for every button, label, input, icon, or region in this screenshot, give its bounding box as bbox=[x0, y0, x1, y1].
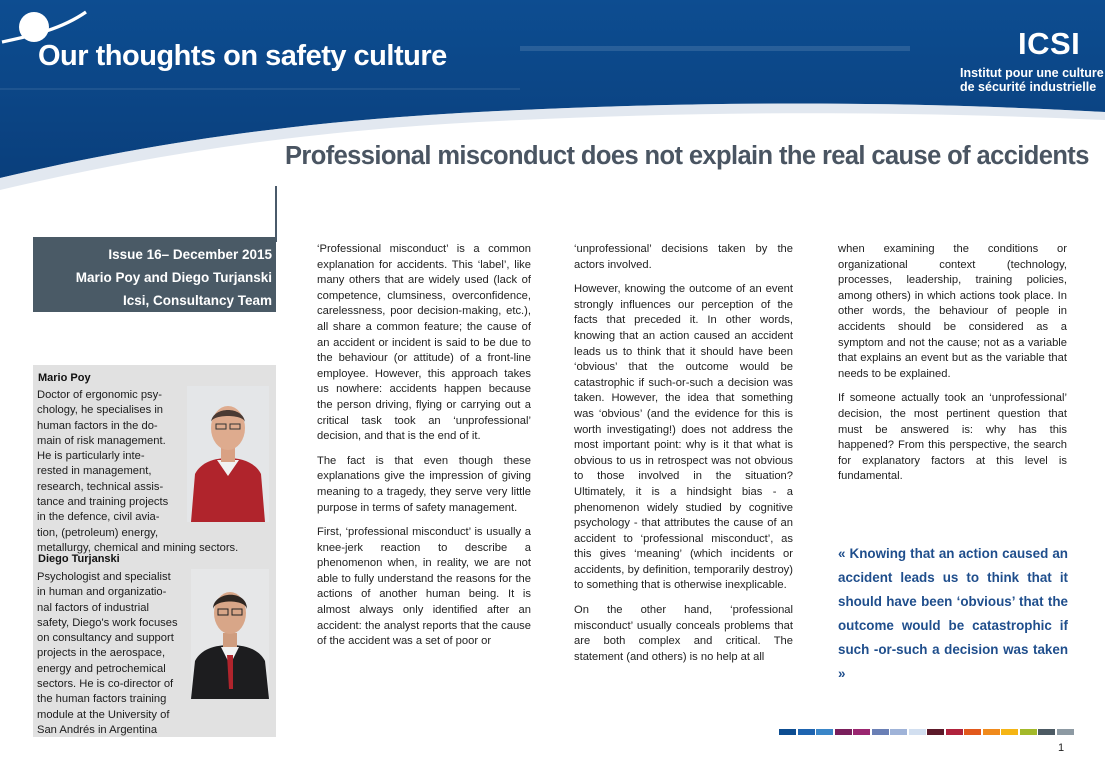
paragraph: when examining the conditions or organizational context (technology, processes, leadership, training policies, among others) in which actions took place. In other words, the behaviour of people in accidents should be considered as a symptom and not the cause; not as a variable that explains an event but as the variable that needs to be explained. bbox=[838, 243, 1067, 380]
author-name: Mario Poy bbox=[38, 372, 91, 384]
author-name: Diego Turjanski bbox=[38, 553, 120, 565]
color-stripe-segment bbox=[909, 729, 926, 735]
article-column-2 bbox=[574, 242, 793, 674]
series-title: Our thoughts on safety culture bbox=[38, 40, 447, 72]
color-stripe-segment bbox=[1057, 729, 1074, 735]
divider bbox=[275, 186, 277, 242]
color-stripe-segment bbox=[946, 729, 963, 735]
author-bio: Doctor of ergonomic psy- chology, he specialises in human factors in the do- main of risk management. He is particularly inte- rested in management, research, technical assis- tance and training projects in the defence, civil avia- tion, (petroleum) energy, metallurgy, chemical and mining sectors. bbox=[37, 389, 239, 554]
author-photo-mario bbox=[187, 386, 269, 522]
issue-info-box bbox=[33, 237, 276, 312]
color-stripe-segment bbox=[927, 729, 944, 735]
author-photo-diego bbox=[191, 569, 269, 699]
color-stripe-segment bbox=[1001, 729, 1018, 735]
color-stripe-segment bbox=[816, 729, 833, 735]
color-stripe-segment bbox=[835, 729, 852, 735]
color-stripe-segment bbox=[853, 729, 870, 735]
article-title: Professional misconduct does not explain the real cause of accidents bbox=[285, 142, 1089, 170]
issue-authors: Mario Poy and Diego Turjanski bbox=[75, 270, 272, 285]
logo-wordmark: ICSI bbox=[1018, 26, 1081, 61]
color-stripe-segment bbox=[1038, 729, 1055, 735]
color-stripe-segment bbox=[1020, 729, 1037, 735]
color-stripe-segment bbox=[872, 729, 889, 735]
color-stripe-segment bbox=[779, 729, 796, 735]
icsi-logo-icon bbox=[0, 0, 150, 90]
article-column-3 bbox=[838, 242, 1067, 494]
paragraph: ‘Professional misconduct’ is a common explanation for accidents. This ‘label’, like many others that are widely used (lack of competence, clumsiness, overconfidence, carelessness, poor decision-making, etc.), all share a common feature; the cause of an accident or incident is said to be due to the behaviour (or attitude) of a front-line employee. However, this approach takes us nowhere: accidents happen because the person driving, flying or carrying out a critical task took an ‘unprofessional’ decision, and that is the end of it. bbox=[317, 243, 531, 443]
paragraph: ‘unprofessional’ decisions taken by the actors involved. bbox=[574, 243, 793, 271]
color-stripe-segment bbox=[983, 729, 1000, 735]
paragraph: If someone actually took an ‘unprofessional’ decision, the most pertinent question that must be answered is: why has this happened? From this perspective, the search for explanatory factors at this level is fundamental. bbox=[838, 392, 1067, 483]
issue-date: Issue 16– December 2015 bbox=[108, 247, 272, 262]
pull-quote: « Knowing that an action caused an accident leads us to think that it should have been ‘obvious’ that the outcome would be catastrophic if such -or-such a decision was taken » bbox=[838, 546, 1068, 681]
paragraph: On the other hand, ‘professional misconduct’ usually conceals problems that are both complex and critical. The statement (and others) is no help at all bbox=[574, 604, 793, 663]
color-stripe-segment bbox=[798, 729, 815, 735]
issue-team: Icsi, Consultancy Team bbox=[122, 293, 272, 308]
color-stripe-segment bbox=[964, 729, 981, 735]
paragraph: First, ‘professional misconduct’ is usually a knee-jerk reaction to describe a phenomenon when, in reality, we are not able to fully understand the reasons for the actions of another human being. It is almost always only identified after an accident: the analyst reports that the cause of the accident was a set of poor or bbox=[317, 526, 531, 648]
paragraph: However, knowing the outcome of an event strongly influences our perception of the facts that preceded it. In other words, knowing that an action caused an accident leads us to think that it should have been ‘obvious’ that the outcome would be catastrophic if such-or-such a decision was taken. However, the idea that something was ‘obvious’ (and the evidence for this is worth investigating!) does not address the most important point: why is it that what is obvious to us in retrospect was not obvious to those involved in the situation? Ultimately, it is a hindsight bias - a phenomenon widely studied by cognitive psychology - that attributes the cause of an accident to ‘professional misconduct’, as this gives ‘meaning’ (which incidents or accidents, by definition, temporarily destroy) to something that is otherwise inexplicable. bbox=[574, 283, 793, 592]
author-bio: Psychologist and specialist in human and organizatio- nal factors of industrial safety, Diego's work focuses on consultancy and support projects in the aerospace, energy and petrochemical sectors. He is co-director of the human factors training module at the University of San Andrés in Argentina bbox=[37, 571, 178, 736]
article-column-1 bbox=[317, 242, 531, 659]
page-number: 1 bbox=[1058, 742, 1065, 754]
paragraph: The fact is that even though these explanations give the impression of giving meaning to a tragedy, they serve very little purpose in terms of safety management. bbox=[317, 454, 531, 514]
color-stripe-segment bbox=[890, 729, 907, 735]
logo-subtitle: Institut pour une culture de sécurité industrielle bbox=[960, 66, 1104, 94]
